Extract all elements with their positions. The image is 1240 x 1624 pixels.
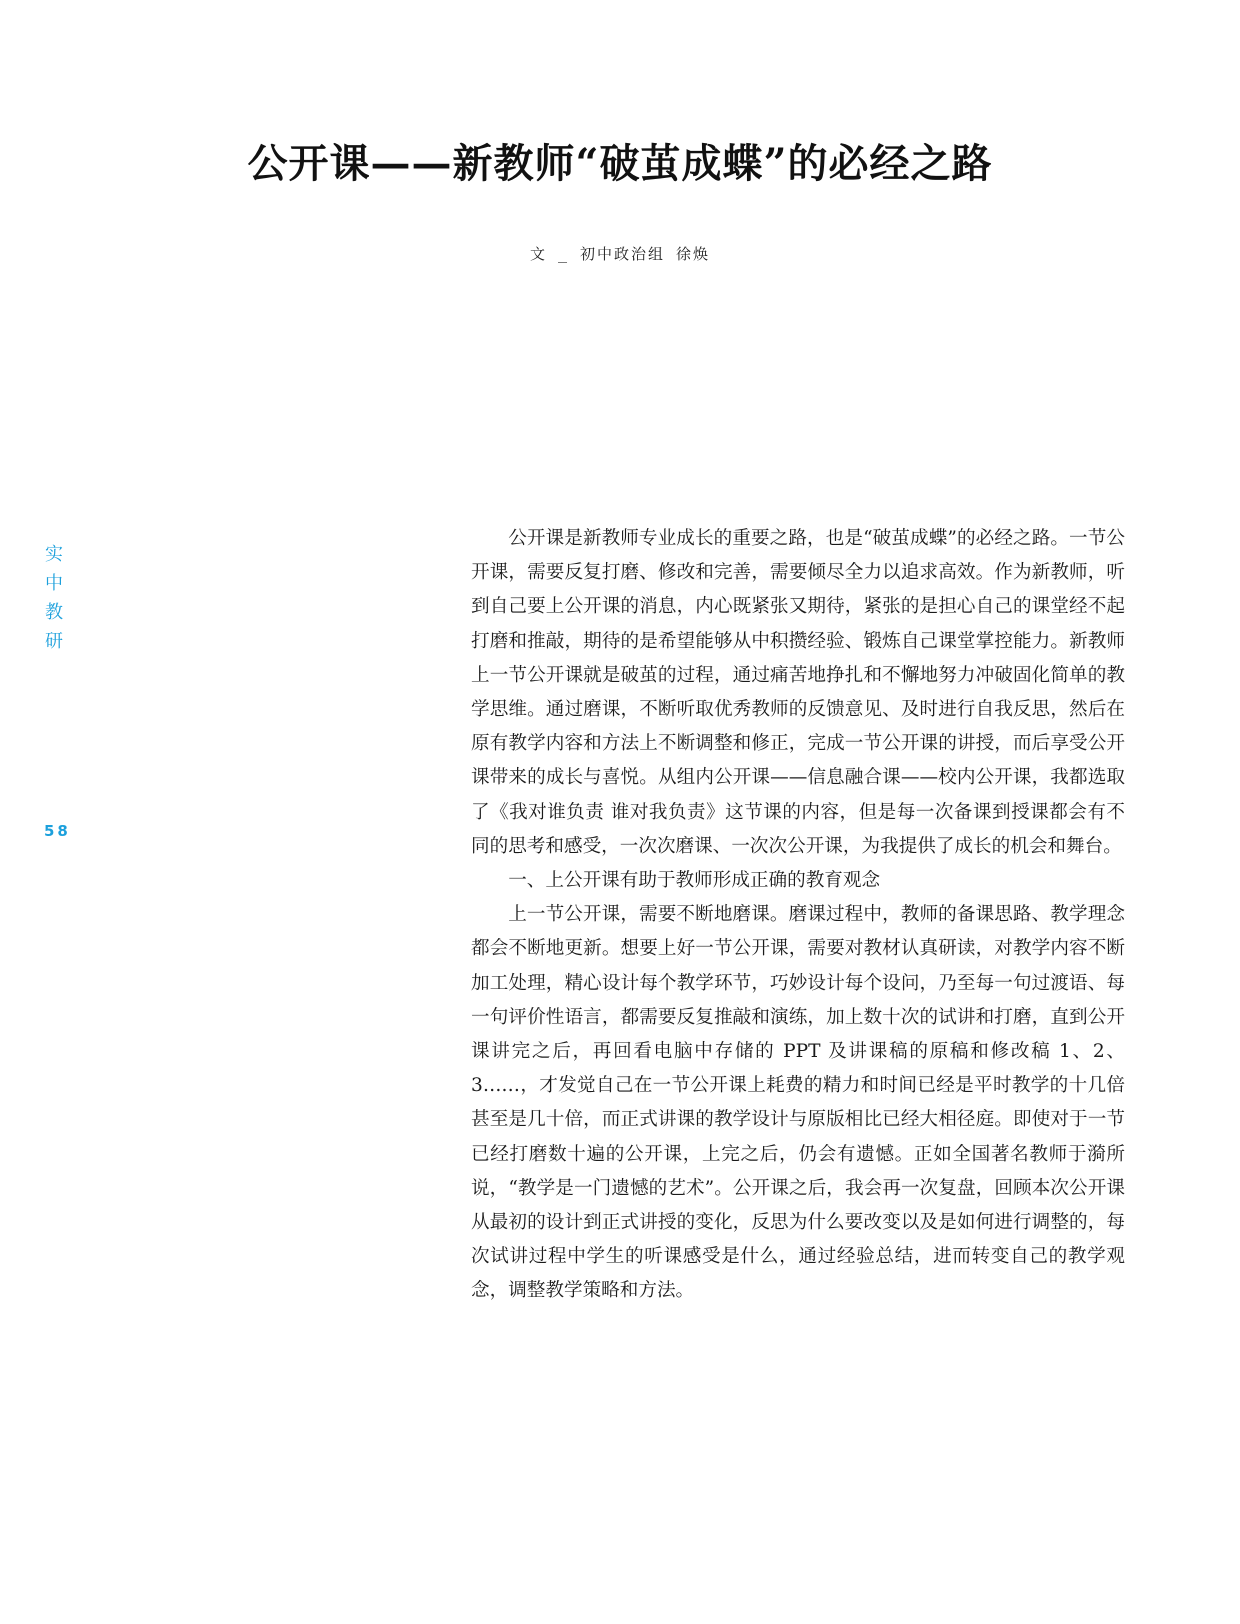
body-paragraph: 上一节公开课，需要不断地磨课。磨课过程中，教师的备课思路、教学理念都会不断地更新。想要上好一节公开课，需要对教材认真研读，对教学内容不断加工处理，精心设计每个教学环节，巧妙设计每个设问，乃至每一句过渡语、每一句评价性语言，都需要反复推敲和演练，加上数十次的试讲和打磨，直到公开课讲完之后，再回看电脑中存储的 PPT 及讲课稿的原稿和修改稿 1、2、3……，才发觉自己在一节公开课上耗费的精力和时间已经是平时教学的十几倍甚至是几十倍，而正式讲课的教学设计与原版相比已经大相径庭。即使对于一节已经打磨数十遍的公开课，上完之后，仍会有遗憾。正如全国著名教师于漪所说，“教学是一门遗憾的艺术”。公开课之后，我会再一次复盘，回顾本次公开课从最初的设计到正式讲授的变化，反思为什么要改变以及是如何进行调整的，每次试讲过程中学生的听课感受是什么，通过经验总结，进而转变自己的教学观念，调整教学策略和方法。 xyxy=(471,904,1125,1302)
column-label-char: 研 xyxy=(45,631,63,652)
page-number: 58 xyxy=(44,822,71,840)
column-label-char: 实 xyxy=(45,544,63,565)
column-label-char: 中 xyxy=(45,573,63,594)
section-heading: 一、上公开课有助于教师形成正确的教育观念 xyxy=(508,870,881,892)
author-byline: 文 _ 初中政治组 徐焕 xyxy=(529,245,711,263)
body-paragraph: 公开课是新教师专业成长的重要之路，也是“破茧成蝶”的必经之路。一节公开课，需要反复打磨、修改和完善，需要倾尽全力以追求高效。作为新教师，听到自己要上公开课的消息，内心既紧张又期待，紧张的是担心自己的课堂经不起打磨和推敲，期待的是希望能够从中积攒经验、锻炼自己课堂掌控能力。新教师上一节公开课就是破茧的过程，通过痛苦地挣扎和不懈地努力冲破固化简单的教学思维。通过磨课，不断听取优秀教师的反馈意见、及时进行自我反思，然后在原有教学内容和方法上不断调整和修正，完成一节公开课的讲授，而后享受公开课带来的成长与喜悦。从组内公开课——信息融合课——校内公开课，我都选取了《我对谁负责 谁对我负责》这节课的内容，但是每一次备课到授课都会有不同的思考和感受，一次次磨课、一次次公开课，为我提供了成长的机会和舞台。 xyxy=(471,528,1125,857)
column-label-char: 教 xyxy=(45,602,63,623)
article-body xyxy=(471,522,1125,1309)
article-title: 公开课——新教师“破茧成蝶”的必经之路 xyxy=(247,140,993,187)
column-label xyxy=(44,540,64,656)
